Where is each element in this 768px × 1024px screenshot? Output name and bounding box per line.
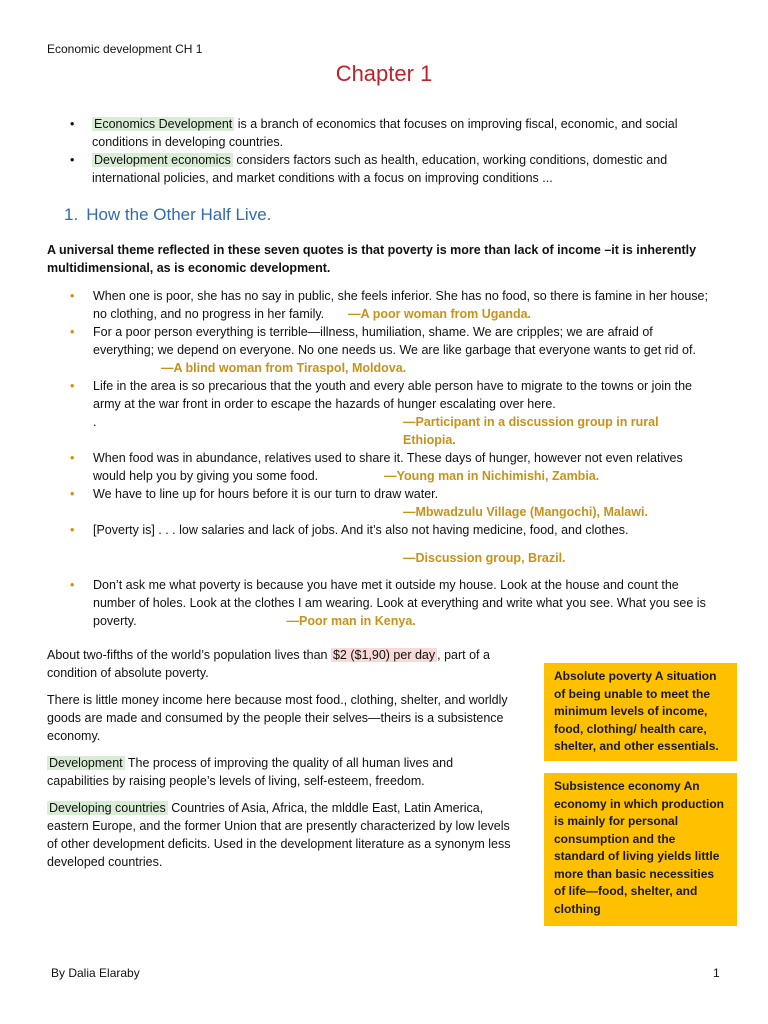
quote-item	[70, 323, 710, 377]
quote-source: —Young man in Nichimishi, Zambia.	[384, 469, 600, 483]
quote-text: We have to line up for hours before it is our turn to draw water.	[93, 487, 439, 501]
quote-item	[70, 485, 710, 521]
quote-text: For a poor person everything is terrible—illness, humiliation, shame. We are cripples; we are afraid of everything; we depend on everyone. No one needs us. We are like garbage that everyone wants to get rid of.	[93, 325, 696, 357]
paragraph-absolute-poverty	[47, 646, 517, 682]
quote-item	[70, 377, 710, 449]
quote-item	[70, 576, 710, 630]
quote-source: —A poor woman from Uganda.	[348, 307, 532, 321]
intro-item	[70, 152, 710, 187]
quote-text: Don’t ask me what poverty is because you have met it outside my house. Look at the house and count the number of holes. Look at the clothes I am wearing. Look at everything and write what you see. What you see is poverty.	[93, 578, 706, 628]
quote-text: Life in the area is so precarious that the youth and every able person have to migrate to the towns or join the army at the war front in order to escape the hazards of hunger escalating over here.	[93, 379, 692, 411]
bullet-icon: •	[70, 117, 75, 131]
paragraph-text: The process of improving the quality of all human lives and capabilities by raising people’s levels of living, self-esteem, freedom.	[47, 756, 454, 788]
quote-source: —Mbwadzulu Village (Mangochi), Malawi.	[403, 505, 648, 519]
section-heading	[64, 205, 271, 225]
lead-paragraph: A universal theme reflected in these seven quotes is that poverty is more than lack of income –it is inherently multidimensional, as is economic development.	[47, 243, 697, 275]
bullet-icon: •	[70, 451, 75, 465]
bullet-icon: •	[70, 153, 75, 167]
definition-box-subsistence-economy: Subsistence economy An economy in which production is mainly for personal consumption and the standard of living yields little more than basic necessities of life—food, shelter, and clothing	[544, 773, 737, 926]
paragraph-development	[47, 754, 517, 790]
quote-source: —Participant in a discussion group in rural Ethiopia.	[403, 415, 659, 447]
paragraph-developing-countries	[47, 799, 517, 871]
bullet-icon: •	[70, 578, 75, 592]
quote-text: When one is poor, she has no say in public, she feels inferior. She has no food, so there is famine in her house; no clothing, and no progress in her family.	[93, 289, 708, 321]
paragraph-text: Countries of Asia, Africa, the mlddle East, Latin America, eastern Europe, and the former Union that are presently characterized by low levels of other development deficits. Used in the development literature as a synonym less developed countries.	[47, 801, 511, 869]
amount-highlight: $2 ($1,90) per day	[332, 648, 436, 662]
bullet-icon: •	[70, 325, 75, 339]
intro-list	[70, 116, 710, 188]
running-header: Economic development CH 1	[47, 42, 203, 56]
bullet-icon: •	[70, 379, 75, 393]
bullet-icon: •	[70, 523, 75, 537]
quotes-list	[70, 287, 710, 630]
quote-source: —Discussion group, Brazil.	[403, 551, 566, 565]
paragraph-subsistence: There is little money income here because most food., clothing, shelter, and worldly goods are made and consumed by the people their selves—theirs is a subsistence economy.	[47, 693, 508, 743]
bullet-icon: •	[70, 289, 75, 303]
term-highlight: Economics Development	[94, 117, 233, 131]
section-title: How the Other Half Live.	[86, 205, 272, 224]
page-number: 1	[713, 966, 720, 980]
definition-box-absolute-poverty: Absolute poverty A situation of being unable to meet the minimum levels of income, food, clothing/ health care, shelter, and other essentials.	[544, 663, 737, 761]
term-highlight: Development economics	[94, 153, 231, 167]
quote-source: —Poor man in Kenya.	[286, 614, 416, 628]
quote-source: —A blind woman from Tiraspol, Moldova.	[161, 361, 407, 375]
chapter-title: Chapter 1	[335, 61, 433, 86]
quote-text: When food was in abundance, relatives used to share it. These days of hunger, however not even relatives would help you by giving you some food.	[93, 451, 683, 483]
quote-item	[70, 449, 710, 485]
paragraph-text: About two-fifths of the world’s population lives than	[47, 648, 331, 662]
stray-period: .	[93, 415, 97, 429]
intro-item	[70, 116, 710, 151]
term-highlight: Developing countries	[49, 801, 166, 815]
intro-text: is a branch of economics that focuses on improving fiscal, economic, and social conditions in developing countries.	[92, 117, 678, 149]
quote-item	[70, 521, 710, 567]
section-number: 1.	[64, 205, 79, 224]
paragraph-text: , part of a condition of absolute poverty.	[47, 648, 490, 680]
term-highlight: Development	[49, 756, 123, 770]
intro-text: considers factors such as health, education, working conditions, domestic and international policies, and market conditions with a focus on improving conditions ...	[92, 153, 668, 185]
footer-author: By Dalia Elaraby	[51, 966, 140, 980]
quote-item	[70, 287, 710, 323]
quote-text: [Poverty is] . . . low salaries and lack of jobs. And it’s also not having medicine, food, and clothes.	[93, 523, 629, 537]
bullet-icon: •	[70, 487, 75, 501]
